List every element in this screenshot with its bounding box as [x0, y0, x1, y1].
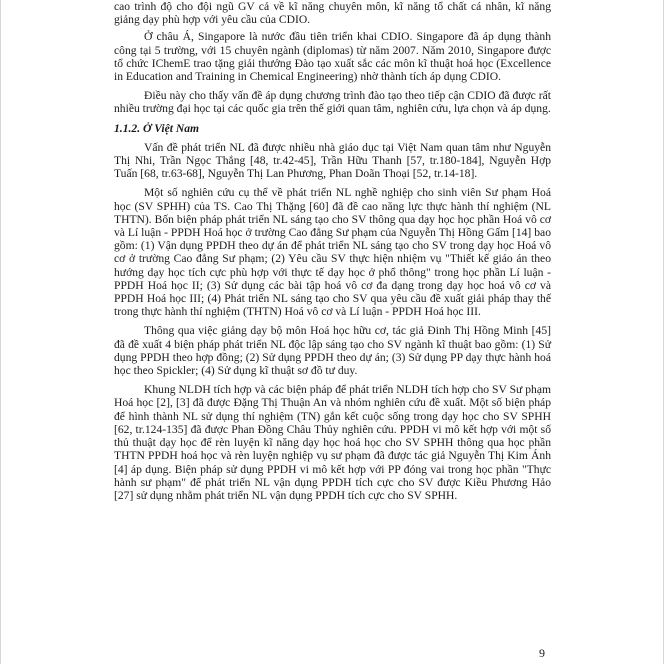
- paragraph-singapore: Ở châu Á, Singapore là nước đầu tiên triển khai CDIO. Singapore đã áp dụng thành công tại 5 trường, với 15 chuyên ngành (diplomas) từ năm 2007. Năm 2010, Singapore được tổ chức IChemE trao tặng giải thưởng Đào tạo xuất sắc các môn kĩ thuật hoá học (Excellence in Education and Training in Chemical Engineering) nhờ thành tích áp dụng CDIO.: [114, 30, 551, 84]
- paragraph-organic-chemistry: Thông qua việc giảng dạy bộ môn Hoá học hữu cơ, tác giả Đinh Thị Hồng Minh [45] đã đề xuất 4 biện pháp phát triển NL độc lập sáng tạo cho SV ngành kĩ thuật bao gồm: (1) Sử dụng PPDH theo hợp đồng; (2) Sử dụng PPDH theo dự án; (3) Sử dụng PP dạy thực hành hoá học theo Spickler; (4) Sử dụng kĩ thuật sơ đồ tư duy.: [114, 324, 551, 378]
- page-number: 9: [539, 646, 545, 660]
- section-heading: 1.1.2. Ở Việt Nam: [114, 121, 200, 135]
- paragraph-integrated-competence: Khung NLDH tích hợp và các biện pháp để phát triển NLDH tích hợp cho SV Sư phạm Hoá học [2], [3] đã được Đặng Thị Thuận An và nhóm nghiên cứu đề xuất. Một số biện pháp để hình thành NL sử dụng thí nghiệm (TN) gắn kết cuộc sống trong dạy học cho SV SPHH [62, tr.124-135] đã được Phan Đồng Châu Thủy nghiên cứu. PPDH vi mô kết hợp với một số thủ thuật dạy học để rèn luyện kĩ năng dạy học hoá học cho SV SPHH thông qua học phần THTN PPDH hoá học và rèn luyện nghiệp vụ sư phạm đã được tác giả Nguyễn Thị Kim Ánh [4] áp dụng. Biện pháp sử dụng PPDH vi mô kết hợp với PP đóng vai trong học phần "Thực hành sư phạm" để phát triển NL vận dụng PPDH tích cực cho SV được Kiều Phương Hảo [27] sử dụng nhằm phát triển NL vận dụng PPDH tích cực cho SV SPHH.: [114, 383, 551, 502]
- paragraph-cdio-teachers: cao trình độ cho đội ngũ GV cả về kĩ năng chuyên môn, kĩ năng tổ chất cá nhân, kĩ năng giảng dạy phù hợp với yêu cầu của CDIO.: [114, 0, 551, 27]
- page-body: [114, 0, 551, 508]
- paragraph-sphh-research: Một số nghiên cứu cụ thể về phát triển NL nghề nghiệp cho sinh viên Sư phạm Hoá học (SV SPHH) của TS. Cao Thị Thặng [60] đã đề cao năng lực thực hành thí nghiệm (NL THTN). Bốn biện pháp phát triển NL sáng tạo cho SV thông qua dạy học học phần Hoá vô cơ và Lí luận - PPDH Hoá học ở trường Cao đẳng Sư phạm của Nguyễn Thị Hồng Gấm [14] bao gồm: (1) Vận dụng PPDH theo dự án để phát triển NL sáng tạo cho SV trong dạy học Hoá vô cơ ở trường Cao đẳng Sư phạm; (2) Yêu cầu SV thực hiện nhiệm vụ "Thiết kế giáo án theo hướng dạy học tích cực phù hợp với thực tế dạy học ở phổ thông" trong học phần Lí luận - PPDH Hoá học II; (3) Sử dụng các bài tập hoá vô cơ đa dạng trong dạy học hoá vô cơ và PPDH Hoá học III; (4) Phát triển NL sáng tạo cho SV qua yêu cầu đề xuất giải pháp thay thế trong thực hành thí nghiệm (THTN) Hoá vô cơ và Lí luận - PPDH Hoá học III.: [114, 186, 551, 319]
- paragraph-vn-researchers: Vấn đề phát triển NL đã được nhiều nhà giáo dục tại Việt Nam quan tâm như Nguyễn Thị Nhi, Trần Ngọc Thắng [48, tr.42-45], Trần Hữu Thanh [57, tr.180-184], Nguyễn Hợp Tuấn [68, tr.63-68], Nguyễn Thị Lan Phương, Phan Doãn Thoại [52, tr.14-18].: [114, 140, 551, 181]
- paragraph-cdio-summary: Điều này cho thấy vấn đề áp dụng chương trình đào tạo theo tiếp cận CDIO đã được rất nhiều trường đại học tại các quốc gia trên thế giới quan tâm, nghiên cứu, lựa chọn và áp dụng.: [114, 89, 551, 116]
